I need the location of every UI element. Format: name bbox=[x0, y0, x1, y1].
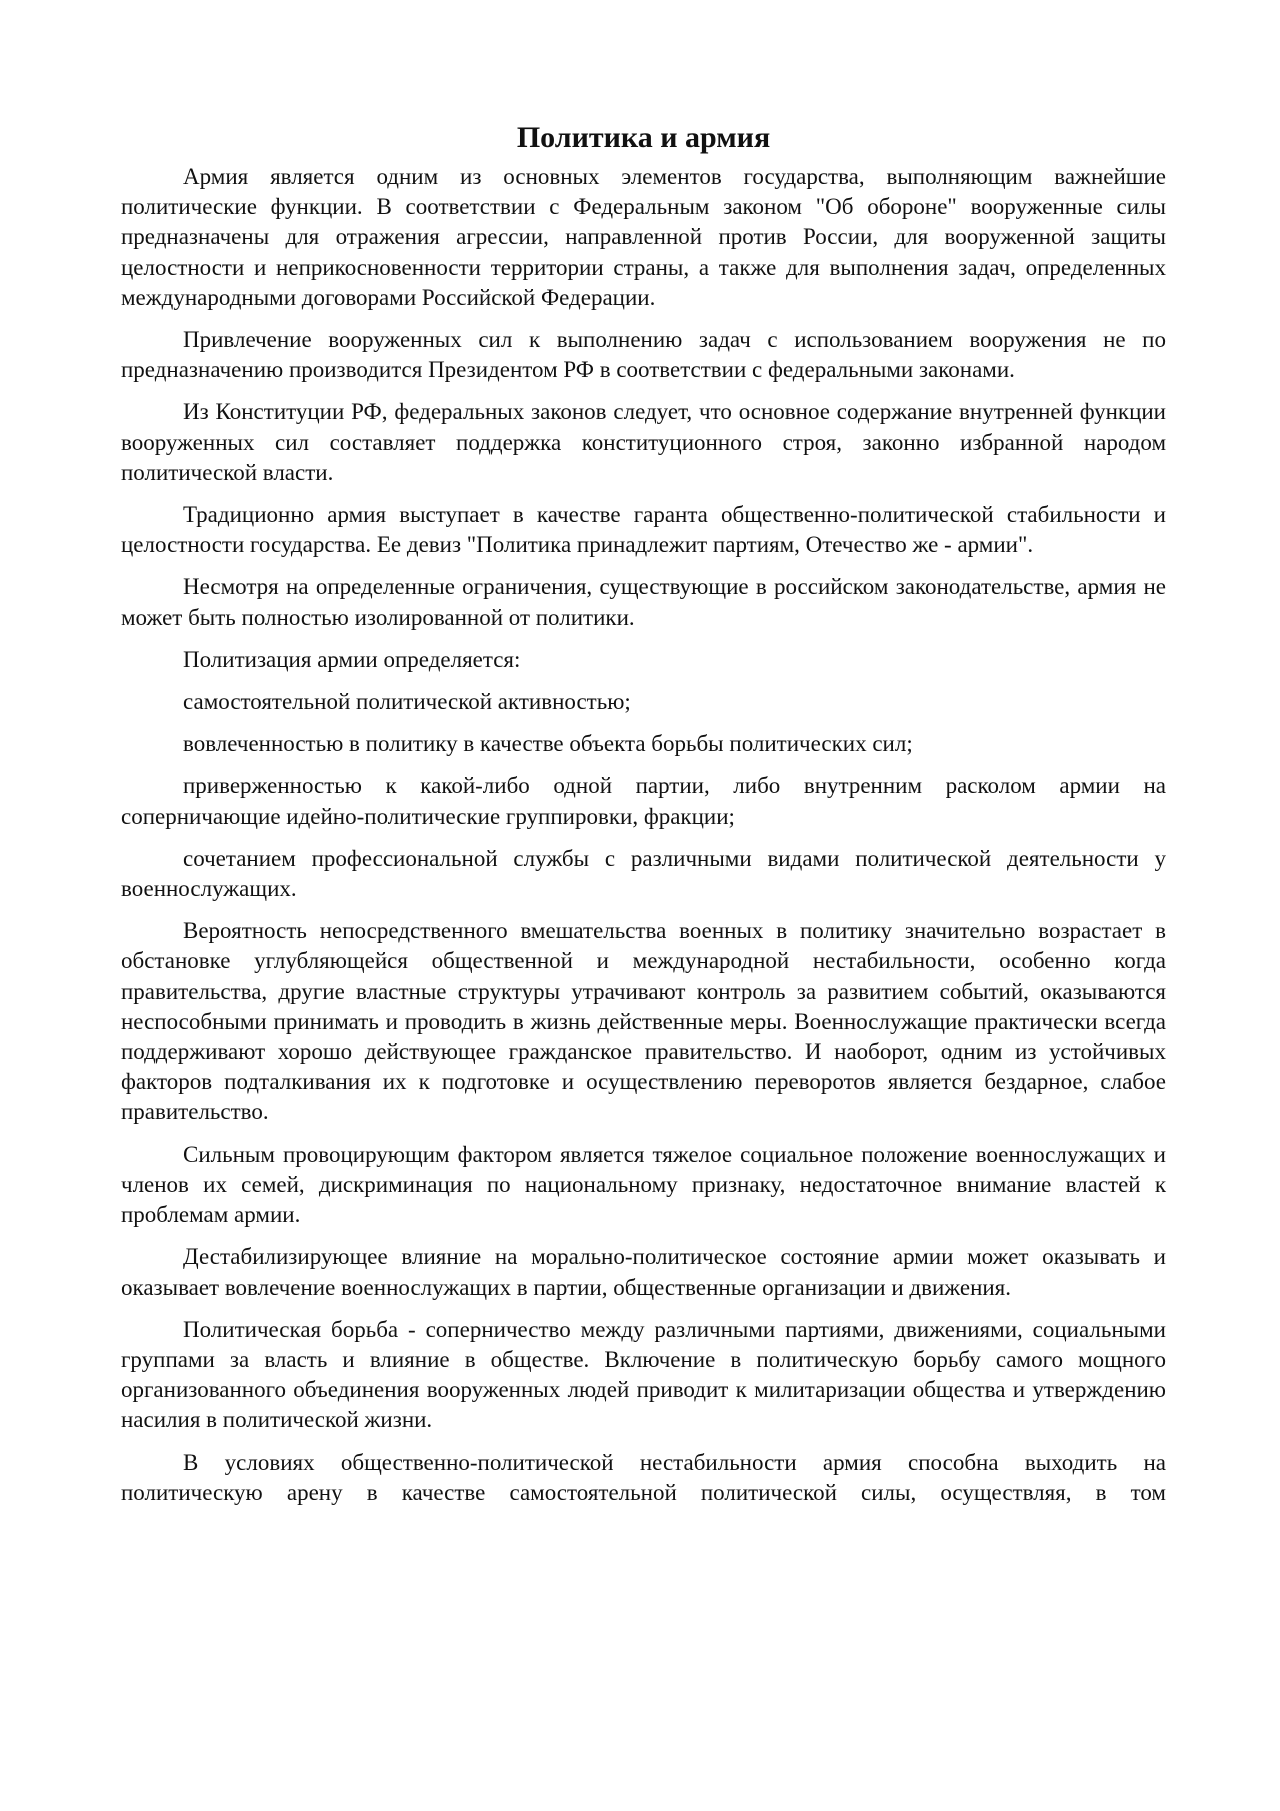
list-item: приверженностью к какой-либо одной партии, либо внутренним расколом армии на соперничающие идейно-политические группировки, фракции; bbox=[121, 773, 1166, 829]
document-page bbox=[121, 120, 1166, 1520]
paragraph: В условиях общественно-политической нестабильности армия способна выходить на политическую арену в качестве самостоятельной политической силы, осуществляя, в том bbox=[121, 1449, 1166, 1505]
paragraph: Привлечение вооруженных сил к выполнению задач с использованием вооружения не по предназначению производится Президентом РФ в соответствии с федеральными законами. bbox=[121, 327, 1166, 383]
paragraph: Традиционно армия выступает в качестве гаранта общественно-политической стабильности и целостности государства. Ее девиз "Политика принадлежит партиям, Отечество же - армии". bbox=[121, 502, 1166, 558]
paragraph: Из Конституции РФ, федеральных законов следует, что основное содержание внутренней функции вооруженных сил составляет поддержка конституционного строя, законно избранной народом политической власти. bbox=[121, 399, 1166, 485]
document-title: Политика и армия bbox=[516, 121, 771, 154]
paragraph: Дестабилизирующее влияние на морально-политическое состояние армии может оказывать и оказывает вовлечение военнослужащих в партии, общественные организации и движения. bbox=[121, 1244, 1166, 1300]
paragraph: Армия является одним из основных элементов государства, выполняющим важнейшие политические функции. В соответствии с Федеральным законом "Об обороне" вооруженные силы предназначены для отражения агрессии, направленной против России, для вооруженной защиты целостности и неприкосновенности территории страны, а также для выполнения задач, определенных международными договорами Российской Федерации. bbox=[121, 164, 1166, 310]
list-item: самостоятельной политической активностью; bbox=[183, 689, 631, 715]
paragraph: Политическая борьба - соперничество между различными партиями, движениями, социальными группами за власть и влияние в обществе. Включение в политическую борьбу самого мощного организованного объединения вооруженных людей приводит к милитаризации общества и утверждению насилия в политической жизни. bbox=[121, 1316, 1166, 1433]
paragraph: Несмотря на определенные ограничения, существующие в российском законодательстве, армия не может быть полностью изолированной от политики. bbox=[121, 574, 1166, 630]
list-item: вовлеченностью в политику в качестве объекта борьбы политических сил; bbox=[183, 731, 913, 757]
list-item: Политизация армии определяется: bbox=[183, 646, 521, 672]
paragraph: Сильным провоцирующим фактором является тяжелое социальное положение военнослужащих и членов их семей, дискриминация по национальному признаку, недостаточное внимание властей к проблемам армии. bbox=[121, 1141, 1166, 1228]
paragraph: Вероятность непосредственного вмешательства военных в политику значительно возрастает в обстановке углубляющейся общественной и международной нестабильности, особенно когда правительства, другие властные структуры утрачивают контроль за развитием событий, оказываются неспособными принимать и проводить в жизнь действенные меры. Военнослужащие практически всегда поддерживают хорошо действующее гражданское правительство. И наоборот, одним из устойчивых факторов подталкивания их к подготовке и осуществлению переворотов является бездарное, слабое правительство. bbox=[121, 918, 1166, 1125]
list-item: сочетанием профессиональной службы с различными видами политической деятельности у военнослужащих. bbox=[121, 845, 1166, 902]
